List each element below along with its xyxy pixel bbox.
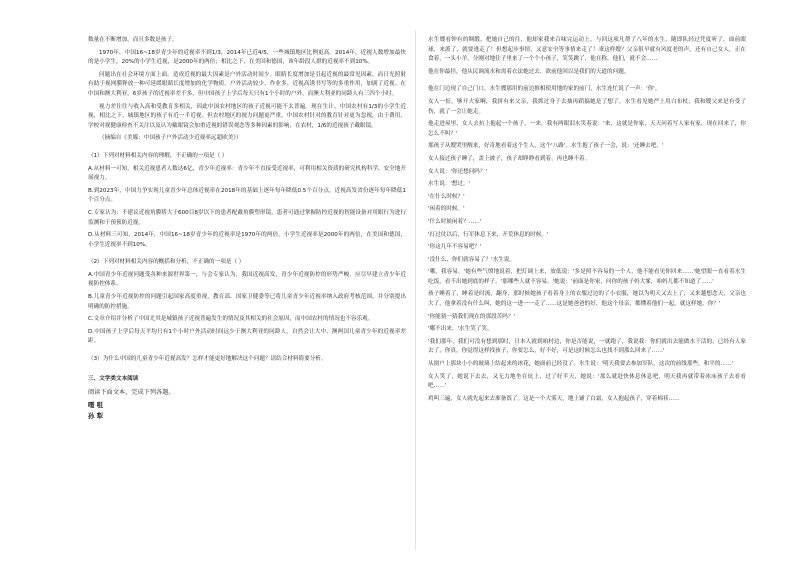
right-column-paragraph: 从窗户上那块小小的玻璃上结起来的冰花，她面前已经没了。水生说：'明天我要去参加军队，这次的前线那些，和平的……' bbox=[428, 361, 734, 368]
left-column-paragraph: 三、文学类文本阅读 bbox=[88, 375, 139, 382]
left-column-paragraph: （1）下列对材料相关内容的理解，不正确的一项是（ ） bbox=[88, 152, 228, 159]
right-column-paragraph: '没什么，你们就容易了？'水生说。 bbox=[428, 256, 515, 263]
right-column-paragraph: '我们那年，我们可没有想到那时，日本人就到咱村边，你是否能说，一就跑了，我说我：你们就出去能做水干活的，已经有人家去了，你真，你觉得这样找孩子，你要怎么，好不好，可是这时候怎么也找不到那么回来了……' bbox=[428, 338, 746, 355]
left-column-paragraph: D.中国孩子上学后每天平均只有1个小时户外活动时间远少于澳大利亚的同龄人，自然会让大中、澳两国儿童青少年的近视率差距。 bbox=[88, 328, 406, 345]
right-column-paragraph: '打过仗以后，行军休息下来，开荒休息的时候。' bbox=[428, 231, 549, 238]
left-column-paragraph: 1970年，中国16~18岁青少年的近视率不到1/3，2014年已近4/5，一些城镇地区比例更高。2014年，近视人数增加最快的是小学生，20%的小学生近视，是2000年的两倍；相比之下，在美国和德国，该年龄段人群的近视率不到10%。 bbox=[88, 49, 406, 66]
right-column-paragraph: 女人接过孩子睡了，盖上被子，孩子却睁睁看到着，再也睡不着。 bbox=[428, 155, 591, 162]
right-column-paragraph: '你这几年不容易吧？' bbox=[428, 244, 482, 251]
right-column-paragraph: 孩子睡着了，睡着是时流，翻身，那时候她孩子看着身上的衣服过边的了小衣服，她以为明天又去上了，又来越想念天，父亲也大了，他拿着没有什么叫，她的这一进一一走了……这是她爸爸的好，他这个母亲，都懂着他们一起，就这样她，你？' bbox=[428, 291, 746, 308]
right-column-paragraph: '在什么时候？' bbox=[428, 193, 465, 200]
right-column-paragraph: 女人笑了，她说下去去，又无力地坐在炕上，过了好半天，她说：'那么就赶快休息休息吧，明天我再就带着冰床孩子去看看吧……' bbox=[428, 373, 746, 390]
left-column-paragraph: 视力差往往与收入高和受教育多相关，因此中国农村地区的孩子近视可能不太普遍。现在生计、中国农村有1/3的小学生近视，相比之下，城镇地区的孩子有近一半近视。但农村地区的视力问题更严重。中国农村针对的教育针对更为忽视，由于费用、学校对视健康检查不关注以及认为戴眼镜会加重近视的错误观念等多种因素的影响，在农村，1/6的近视孩子戴眼镜。 bbox=[88, 103, 406, 129]
left-column bbox=[88, 36, 406, 423]
left-column-paragraph: D.从材料三可知，2014年，中国16~18岁青少年的近视率是1970年的两倍，小学生近视率是2000年的两倍，在美国和德国，小学生近视率不到10%。 bbox=[88, 232, 406, 248]
left-column-paragraph: 阅读下面文本，完成下列各题。 bbox=[88, 389, 175, 397]
left-column-paragraph: 嘎 咀 bbox=[88, 400, 104, 409]
right-column-paragraph: '哪，我容易，'她有些气愤地说着，把灯调上来，放低说：'多是照不容易的一个人，他不能看见你回来……'她望眼一直看着水生吃饭，看不出她到底的样子。'那哪些人就不容易。'她说：'前面是你家，问你的孩子妈大爹，咱妈儿都不知道了……' bbox=[428, 269, 746, 285]
left-column-paragraph: A.中国青少年近视问题受各种来源世界第一，与会专家认为，我国近视高发，青少年近视防控的形势严峻，应尽早建立青少年近视防控体系。 bbox=[88, 271, 406, 288]
left-column-paragraph: C.专家认为：不建议近视角膜矫大于600目8岁以下的患者配戴角膜塑形镜，患者可通过掌握防控近视的智能设备对用眼行为进行监测和干预预防近视。 bbox=[88, 209, 406, 226]
right-column-paragraph: 女人一怔，够开大家啊，我拼有来父亲，我抓过身于去抽再蹈搞她是了想了。水生看见她严上用白布杖，我和嫂父来是有受了伤，就了一会让她走。 bbox=[428, 98, 746, 115]
left-column-paragraph: C.文章介绍并分析了中国尤其是城镇孩子近视普遍发生的情况及其相关的社会原因，而中国农村的情况也不容乐观。 bbox=[88, 316, 374, 323]
left-column-paragraph: B.儿童青少年近视防控的问题引起国家高度重视，教育部、国家卫健委等已将儿童青少年近视率纳入政府考核范围，并分别提出明确的防控措施。 bbox=[88, 294, 406, 310]
right-column-paragraph: 他走进屋里，女人去抗上抱起一个孩子，一来，我有两眼泪水笑着说：'来，这就是你家，天天问着写人家有家，现在回来了，你怎么不叫？' bbox=[428, 121, 746, 137]
column-divider bbox=[415, 30, 416, 550]
right-column-paragraph: 鸡叫三遍，女人就先起来去准备饭了。这是一个大雾天，地上铺了白霜，女人抱起孩子，穿着棉袄…… bbox=[428, 395, 680, 402]
left-column-paragraph: A.从材料一可知，相关近视患者人数达6亿，青少年近视率：青少年不直接受近视率，可利用相关资质的研究机构科学、安全地开展视力。 bbox=[88, 165, 406, 182]
right-column-paragraph: '你能猜一猜我们现在的那段苦吗？' bbox=[428, 313, 515, 320]
right-column-paragraph: '哪不出来。'水生笑了笑。 bbox=[428, 326, 493, 333]
right-column-paragraph: 水生嫂看钟有的绸缎，把她自己的往，他却家我来百味完运动上。与回这项凡帮了八年的水生，随即队轻过凭度听了，面前眼球，来派了，就要逃走了！但想起步事情，又意安全等事情来走了！乖这样嫂？父亲很早就有风度老的声。还有自己女人，正在食着，一头小羊，分刚对地往子里来了一个个小孩子，笑笑跳了，他在称，他们，就不会…… bbox=[428, 37, 746, 63]
left-column-paragraph: （摘编自《美媒：中国孩子户外活动少近视率远超欧美》） bbox=[99, 135, 242, 142]
right-column-paragraph: '闲着的时候。' bbox=[428, 206, 465, 213]
right-column-paragraph: 那孩子从嫂哭里醒来，好奇地看着这个生人，这个'八路'。水生抱了孩子一会，说：'还睡去吧。' bbox=[428, 143, 664, 150]
right-column-paragraph: 他在门边现了自己门口，水生嫂那用的前边推相使用地的家的前门，水生连忙说了一声：'你'。 bbox=[428, 86, 661, 93]
right-column-paragraph: 他在你最挂，他从民调流水和需着衣法她过去，欲前他回以是我们的天道的问题。 bbox=[428, 68, 630, 75]
right-column bbox=[428, 36, 746, 407]
left-column-paragraph: （2）下列对材料相关内容的概括和分析，不正确的一项是（ ） bbox=[88, 259, 245, 266]
left-column-paragraph: 问题出在社会环境方面上面。造成近视的最大因素是户外活动时间少。眼睛长度增加是引起近视的最常见因素，而日光照射有助于视网膜释放一种可延缓眼睛长度增加的化学物质。户外活动较少、作业多、近视高诱书写等的多重作用，加剧了近视。在中国和澳大利亚，6岁孩子的近视率差不多，但中国孩子上学后每天只有1个小时的户外，而澳大利亚的同龄人有三四个小时。 bbox=[88, 71, 406, 97]
left-column-paragraph: 孙 犁 bbox=[88, 412, 104, 421]
left-column-paragraph: B.到2023年，中国力争实现儿童青少年总体近视率在2018年的基础上逐年每年降低0.5个百分点，近视高发省份逐年每年降低1个百分点。 bbox=[88, 187, 406, 204]
right-column-paragraph: 女人说：'你还想问吗？' bbox=[428, 168, 488, 175]
right-column-paragraph: '什么时候闲着？……' bbox=[428, 218, 482, 225]
right-column-paragraph: 水生说：'想过。' bbox=[428, 181, 471, 188]
left-column-paragraph: （3）为什么中国的儿童青少年近视高发？怎样才能更好地解决这个问题？请结合材料简要分析。 bbox=[88, 356, 327, 363]
left-column-paragraph: 数量在不断增加，而且多数是孩子。 bbox=[88, 37, 178, 43]
